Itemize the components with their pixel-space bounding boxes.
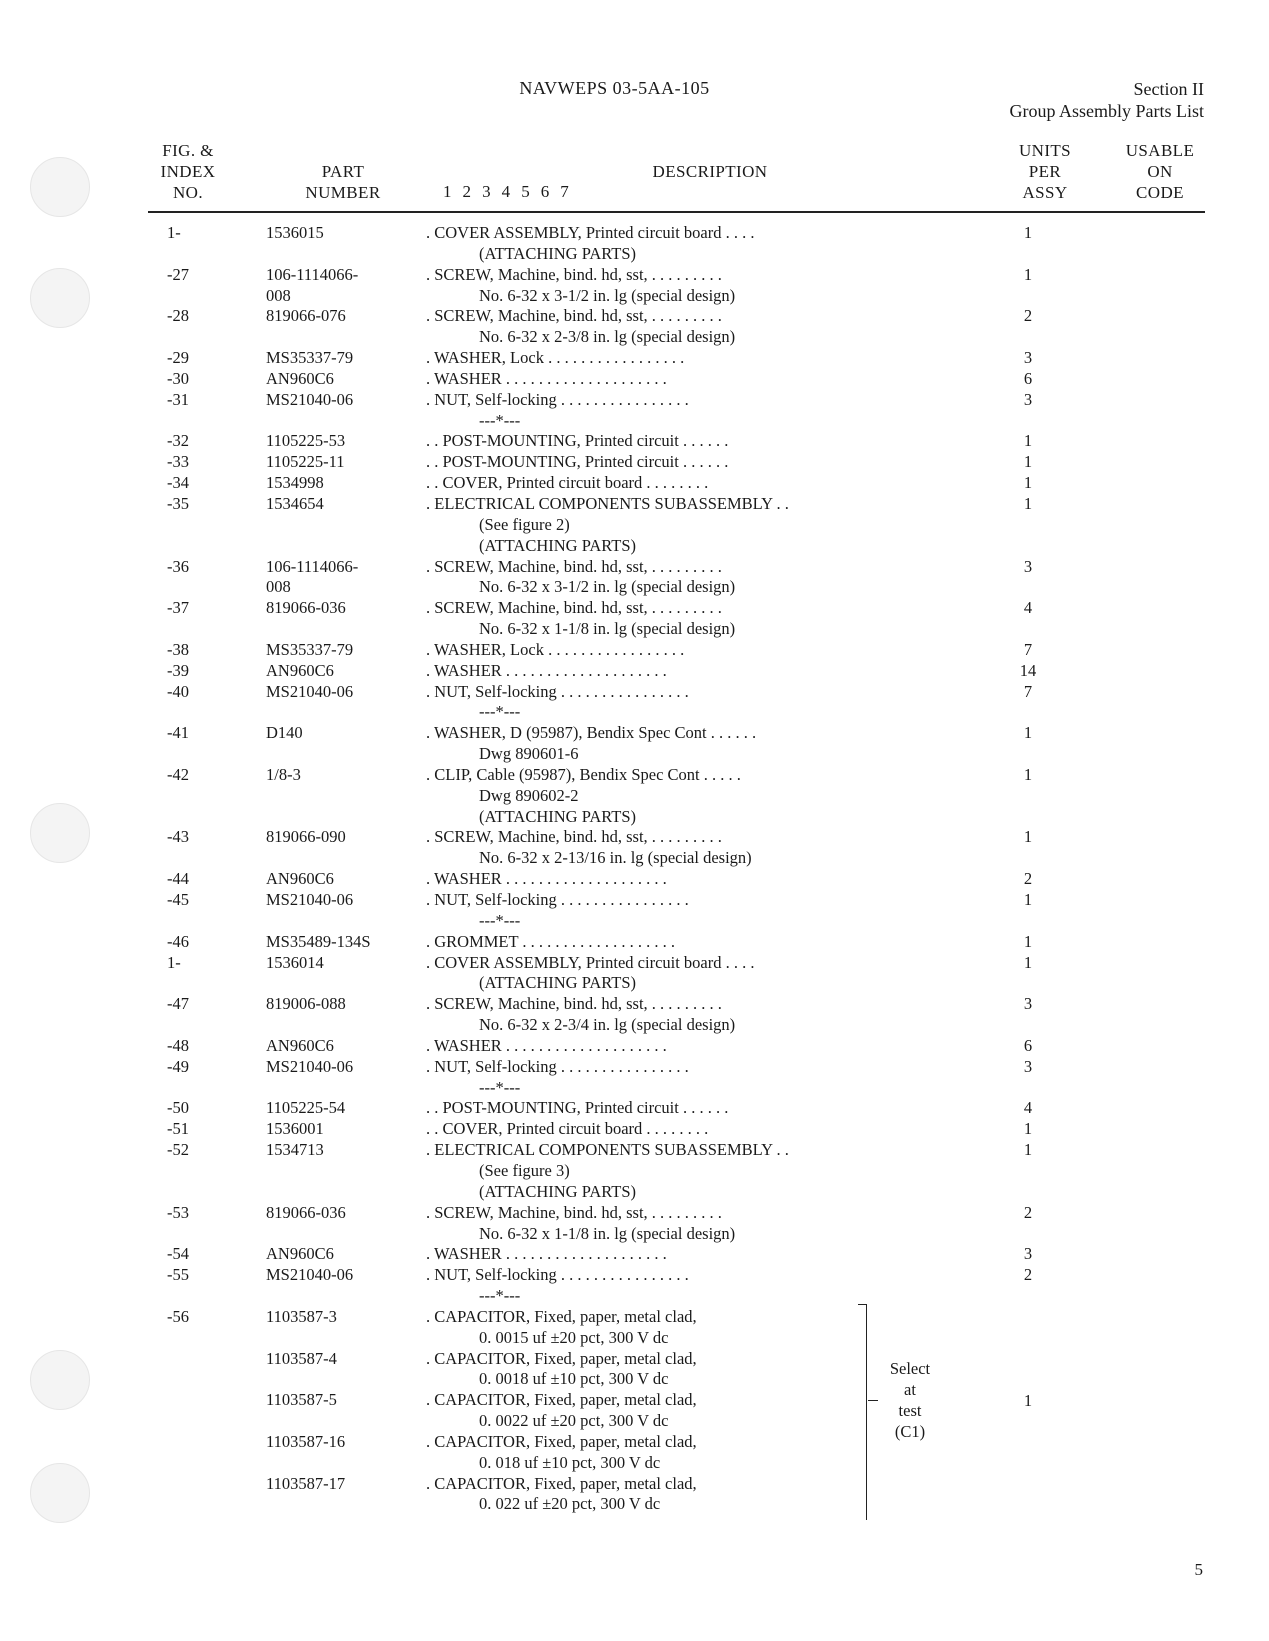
table-row [0, 786, 1269, 807]
table-row [0, 1328, 1269, 1349]
table-row [0, 1078, 1269, 1099]
table-row [0, 1182, 1269, 1203]
units-per-assy: 3 [1023, 348, 1033, 368]
index-number: -41 [167, 723, 189, 743]
units-per-assy: 14 [1019, 660, 1037, 680]
table-row [0, 494, 1269, 515]
units-per-assy: 2 [1023, 869, 1033, 889]
table-row [0, 932, 1269, 953]
units-per-assy: 3 [1023, 1244, 1033, 1264]
part-number: 819066-090 [266, 827, 346, 847]
description: (ATTACHING PARTS) [479, 1181, 637, 1201]
table-row [0, 1432, 1269, 1453]
part-number: 106-1114066- [266, 556, 359, 576]
description: . WASHER, D (95987), Bendix Spec Cont . . . . . . [426, 723, 757, 743]
units-per-assy: 1 [1023, 764, 1033, 784]
part-number: AN960C6 [266, 1035, 334, 1055]
table-row [0, 994, 1269, 1015]
description: . WASHER . . . . . . . . . . . . . . . . . . . . [426, 869, 667, 889]
description: . . COVER, Printed circuit board . . . . . . . . [426, 473, 709, 493]
part-number: AN960C6 [266, 660, 334, 680]
description: (ATTACHING PARTS) [479, 535, 637, 555]
table-row [0, 1369, 1269, 1390]
units-per-assy: 1 [1023, 452, 1033, 472]
index-number: -28 [167, 306, 189, 326]
units-per-assy: 1 [1023, 827, 1033, 847]
part-number: AN960C6 [266, 1244, 334, 1264]
index-number: -48 [167, 1035, 189, 1055]
description: No. 6-32 x 2-13/16 in. lg (special design) [479, 848, 752, 868]
description: . . POST-MOUNTING, Printed circuit . . . . . . [426, 1098, 729, 1118]
col-fig-index: FIG. & INDEX NO. [160, 141, 216, 202]
part-number: 819066-036 [266, 598, 346, 618]
description: 0. 0015 uf ±20 pct, 300 V dc [479, 1327, 669, 1347]
index-number: -52 [167, 1140, 189, 1160]
index-number: -37 [167, 598, 189, 618]
part-number: 819006-088 [266, 994, 346, 1014]
index-number: -45 [167, 890, 189, 909]
description: . ELECTRICAL COMPONENTS SUBASSEMBLY . . [426, 1140, 789, 1160]
table-row [0, 661, 1269, 682]
units-per-assy: 1 [1023, 223, 1033, 242]
part-number: 106-1114066- [266, 264, 359, 284]
index-number: -46 [167, 931, 189, 951]
part-number: 1103587-16 [266, 1431, 346, 1451]
part-number: 1/8-3 [266, 764, 301, 784]
index-number: 1- [167, 952, 181, 972]
table-row [0, 807, 1269, 828]
part-number: 1534713 [266, 1140, 324, 1160]
description: . WASHER . . . . . . . . . . . . . . . . . . . . [426, 660, 667, 680]
index-number: -39 [167, 660, 189, 680]
description: . CAPACITOR, Fixed, paper, metal clad, [426, 1306, 697, 1326]
units-per-assy: 4 [1023, 1098, 1033, 1118]
table-row [0, 682, 1269, 703]
table-row [0, 848, 1269, 869]
select-units: 1 [1023, 1391, 1033, 1410]
document-number: NAVWEPS 03-5AA-105 [519, 78, 710, 98]
description: No. 6-32 x 3-1/2 in. lg (special design) [479, 577, 736, 597]
part-number: 008 [266, 285, 291, 305]
col-usable-on-code: USABLE ON CODE [1125, 141, 1195, 202]
part-number: 1534998 [266, 473, 324, 493]
part-number: MS21040-06 [266, 1265, 354, 1285]
table-row [0, 702, 1269, 723]
part-number: 1534654 [266, 493, 324, 513]
index-number: -33 [167, 452, 189, 472]
index-number: -56 [167, 1306, 189, 1326]
units-per-assy: 7 [1023, 639, 1033, 659]
description: . . COVER, Printed circuit board . . . . . . . . [426, 1119, 709, 1139]
description: . SCREW, Machine, bind. hd, sst, . . . . . . . . . [426, 994, 722, 1014]
description: (ATTACHING PARTS) [479, 243, 637, 263]
table-row [0, 265, 1269, 286]
description: . CAPACITOR, Fixed, paper, metal clad, [426, 1348, 697, 1368]
index-number: -36 [167, 556, 189, 576]
part-number: D140 [266, 723, 303, 743]
index-number: -43 [167, 827, 189, 847]
table-row [0, 598, 1269, 619]
description: . COVER ASSEMBLY, Printed circuit board . . . . [426, 223, 755, 242]
units-per-assy: 6 [1023, 1035, 1033, 1055]
description: . NUT, Self-locking . . . . . . . . . . . . . . . . [426, 890, 689, 909]
part-number: 008 [266, 577, 291, 597]
col-units-per-assy: UNITS PER ASSY [1018, 141, 1072, 202]
index-number: -44 [167, 869, 189, 889]
table-row [0, 973, 1269, 994]
units-per-assy: 2 [1023, 1202, 1033, 1222]
punch-hole [30, 157, 90, 217]
description: . ELECTRICAL COMPONENTS SUBASSEMBLY . . [426, 493, 789, 513]
description: . SCREW, Machine, bind. hd, sst, . . . . . . . . . [426, 598, 722, 618]
description: . NUT, Self-locking . . . . . . . . . . . . . . . . [426, 1265, 689, 1285]
index-number: -35 [167, 493, 189, 513]
units-per-assy: 4 [1023, 598, 1033, 618]
table-row [0, 348, 1269, 369]
description: . NUT, Self-locking . . . . . . . . . . . . . . . . [426, 389, 689, 409]
units-per-assy: 1 [1023, 1119, 1033, 1139]
table-row [0, 244, 1269, 265]
table-row [0, 1349, 1269, 1370]
description: Dwg 890602-2 [479, 785, 579, 805]
description: . SCREW, Machine, bind. hd, sst, . . . . . . . . . [426, 306, 722, 326]
description: . . POST-MOUNTING, Printed circuit . . . . . . [426, 431, 729, 451]
section-header [1009, 78, 1204, 122]
index-number: -42 [167, 764, 189, 784]
description: No. 6-32 x 1-1/8 in. lg (special design) [479, 1223, 736, 1243]
description: ---*--- [479, 410, 521, 430]
part-number: 1103587-5 [266, 1390, 337, 1410]
table-row [0, 1057, 1269, 1078]
table-row [0, 1203, 1269, 1224]
part-number: MS35337-79 [266, 348, 354, 368]
index-number: 1- [167, 223, 181, 242]
index-number: -50 [167, 1098, 189, 1118]
description: No. 6-32 x 1-1/8 in. lg (special design) [479, 619, 736, 639]
description: No. 6-32 x 2-3/8 in. lg (special design) [479, 327, 736, 347]
description: ---*--- [479, 702, 521, 722]
units-per-assy: 1 [1023, 952, 1033, 972]
description: . . POST-MOUNTING, Printed circuit . . . . . . [426, 452, 729, 472]
part-number: MS21040-06 [266, 681, 354, 701]
units-per-assy: 1 [1023, 931, 1033, 951]
units-per-assy: 1 [1023, 890, 1033, 909]
index-number: -27 [167, 264, 189, 284]
table-row [0, 744, 1269, 765]
table-row [0, 1474, 1269, 1495]
table-row [0, 306, 1269, 327]
description: . WASHER, Lock . . . . . . . . . . . . . . . . . [426, 639, 685, 659]
part-number: 819066-036 [266, 1202, 346, 1222]
part-number: 1536014 [266, 952, 324, 972]
header-rule [148, 211, 1205, 213]
index-number: -53 [167, 1202, 189, 1222]
table-row [0, 515, 1269, 536]
index-number: -40 [167, 681, 189, 701]
units-per-assy: 3 [1023, 389, 1033, 409]
section-label: Section II [1133, 79, 1204, 99]
part-number: MS35337-79 [266, 639, 354, 659]
table-row [0, 1161, 1269, 1182]
units-per-assy: 1 [1023, 1140, 1033, 1160]
units-per-assy: 3 [1023, 994, 1033, 1014]
part-number: MS35489-134S [266, 931, 371, 951]
units-per-assy: 1 [1023, 431, 1033, 451]
table-row [0, 411, 1269, 432]
index-number: -51 [167, 1119, 189, 1139]
part-number: 1103587-4 [266, 1348, 337, 1368]
units-per-assy: 2 [1023, 1265, 1033, 1285]
selection-bracket-tick [868, 1400, 878, 1401]
description: (ATTACHING PARTS) [479, 806, 637, 826]
table-row [0, 557, 1269, 578]
part-number: MS21040-06 [266, 1056, 354, 1076]
description: . WASHER . . . . . . . . . . . . . . . . . . . . [426, 368, 667, 388]
table-row [0, 536, 1269, 557]
part-number: 1536015 [266, 223, 324, 242]
table-row [0, 286, 1269, 307]
description: . CAPACITOR, Fixed, paper, metal clad, [426, 1390, 697, 1410]
description: (See figure 2) [479, 514, 570, 534]
table-row [0, 1244, 1269, 1265]
units-per-assy: 3 [1023, 556, 1033, 576]
units-per-assy: 1 [1023, 473, 1033, 493]
part-number: 1105225-53 [266, 431, 346, 451]
col-description: DESCRIPTION [652, 162, 768, 181]
select-at-test-note: Select at test (C1) [889, 1359, 931, 1441]
table-row [0, 1224, 1269, 1245]
description: No. 6-32 x 3-1/2 in. lg (special design) [479, 285, 736, 305]
description: . GROMMET . . . . . . . . . . . . . . . . . . . [426, 931, 676, 951]
units-per-assy: 1 [1023, 723, 1033, 743]
description: . SCREW, Machine, bind. hd, sst, . . . . . . . . . [426, 264, 722, 284]
units-per-assy: 3 [1023, 1056, 1033, 1076]
part-number: MS21040-06 [266, 890, 354, 909]
table-row [0, 619, 1269, 640]
table-row [0, 869, 1269, 890]
description: (ATTACHING PARTS) [479, 973, 637, 993]
part-number: MS21040-06 [266, 389, 354, 409]
index-number: -30 [167, 368, 189, 388]
table-row [0, 953, 1269, 974]
parts-list [0, 223, 1269, 1515]
description: 0. 0022 uf ±20 pct, 300 V dc [479, 1411, 669, 1431]
table-row [0, 390, 1269, 411]
selection-bracket [858, 1304, 867, 1520]
index-number: -32 [167, 431, 189, 451]
table-row [0, 911, 1269, 932]
table-row [0, 369, 1269, 390]
col-part-number: PART NUMBER [305, 162, 381, 202]
table-row [0, 1098, 1269, 1119]
table-row [0, 827, 1269, 848]
table-row [0, 577, 1269, 598]
part-number: 1536001 [266, 1119, 324, 1139]
part-number: 1103587-17 [266, 1473, 346, 1493]
index-number: -55 [167, 1265, 189, 1285]
table-row [0, 452, 1269, 473]
part-number: 1105225-11 [266, 452, 345, 472]
description: 0. 018 uf ±10 pct, 300 V dc [479, 1452, 661, 1472]
part-number: AN960C6 [266, 368, 334, 388]
description: . SCREW, Machine, bind. hd, sst, . . . . . . . . . [426, 1202, 722, 1222]
table-row [0, 1286, 1269, 1307]
description: . NUT, Self-locking . . . . . . . . . . . . . . . . [426, 681, 689, 701]
description: ---*--- [479, 910, 521, 930]
index-number: -47 [167, 994, 189, 1014]
description: . WASHER . . . . . . . . . . . . . . . . . . . . [426, 1244, 667, 1264]
table-row [0, 1494, 1269, 1515]
part-number: 1103587-3 [266, 1306, 337, 1326]
units-per-assy: 7 [1023, 681, 1033, 701]
table-row [0, 1036, 1269, 1057]
description: . COVER ASSEMBLY, Printed circuit board . . . . [426, 952, 755, 972]
table-row [0, 1119, 1269, 1140]
table-row [0, 431, 1269, 452]
part-number: AN960C6 [266, 869, 334, 889]
part-number: 1105225-54 [266, 1098, 346, 1118]
table-row [0, 1265, 1269, 1286]
col-indent-levels: 1 2 3 4 5 6 7 [443, 182, 570, 201]
index-number: -31 [167, 389, 189, 409]
table-row [0, 223, 1269, 244]
page-number: 5 [1194, 1560, 1203, 1579]
units-per-assy: 6 [1023, 368, 1033, 388]
description: ---*--- [479, 1286, 521, 1306]
table-row [0, 327, 1269, 348]
table-row [0, 1453, 1269, 1474]
table-row [0, 1140, 1269, 1161]
description: 0. 022 uf ±20 pct, 300 V dc [479, 1494, 661, 1514]
units-per-assy: 2 [1023, 306, 1033, 326]
table-row [0, 1307, 1269, 1328]
table-row [0, 723, 1269, 744]
description: No. 6-32 x 2-3/4 in. lg (special design) [479, 1015, 736, 1035]
table-row [0, 1390, 1269, 1411]
units-per-assy: 1 [1023, 493, 1033, 513]
table-row [0, 640, 1269, 661]
description: Dwg 890601-6 [479, 744, 579, 764]
description: . CAPACITOR, Fixed, paper, metal clad, [426, 1431, 697, 1451]
section-title: Group Assembly Parts List [1009, 101, 1204, 121]
table-row [0, 473, 1269, 494]
description: . CAPACITOR, Fixed, paper, metal clad, [426, 1473, 697, 1493]
description: ---*--- [479, 1077, 521, 1097]
index-number: -38 [167, 639, 189, 659]
table-row [0, 890, 1269, 911]
description: . WASHER, Lock . . . . . . . . . . . . . . . . . [426, 348, 685, 368]
table-row [0, 1411, 1269, 1432]
description: . SCREW, Machine, bind. hd, sst, . . . . . . . . . [426, 556, 722, 576]
index-number: -49 [167, 1056, 189, 1076]
table-row [0, 1015, 1269, 1036]
description: (See figure 3) [479, 1160, 570, 1180]
description: 0. 0018 uf ±10 pct, 300 V dc [479, 1369, 669, 1389]
index-number: -34 [167, 473, 189, 493]
index-number: -29 [167, 348, 189, 368]
description: . WASHER . . . . . . . . . . . . . . . . . . . . [426, 1035, 667, 1055]
units-per-assy: 1 [1023, 264, 1033, 284]
table-row [0, 765, 1269, 786]
description: . CLIP, Cable (95987), Bendix Spec Cont . . . . . [426, 764, 741, 784]
index-number: -54 [167, 1244, 189, 1264]
part-number: 819066-076 [266, 306, 346, 326]
description: . SCREW, Machine, bind. hd, sst, . . . . . . . . . [426, 827, 722, 847]
description: . NUT, Self-locking . . . . . . . . . . . . . . . . [426, 1056, 689, 1076]
